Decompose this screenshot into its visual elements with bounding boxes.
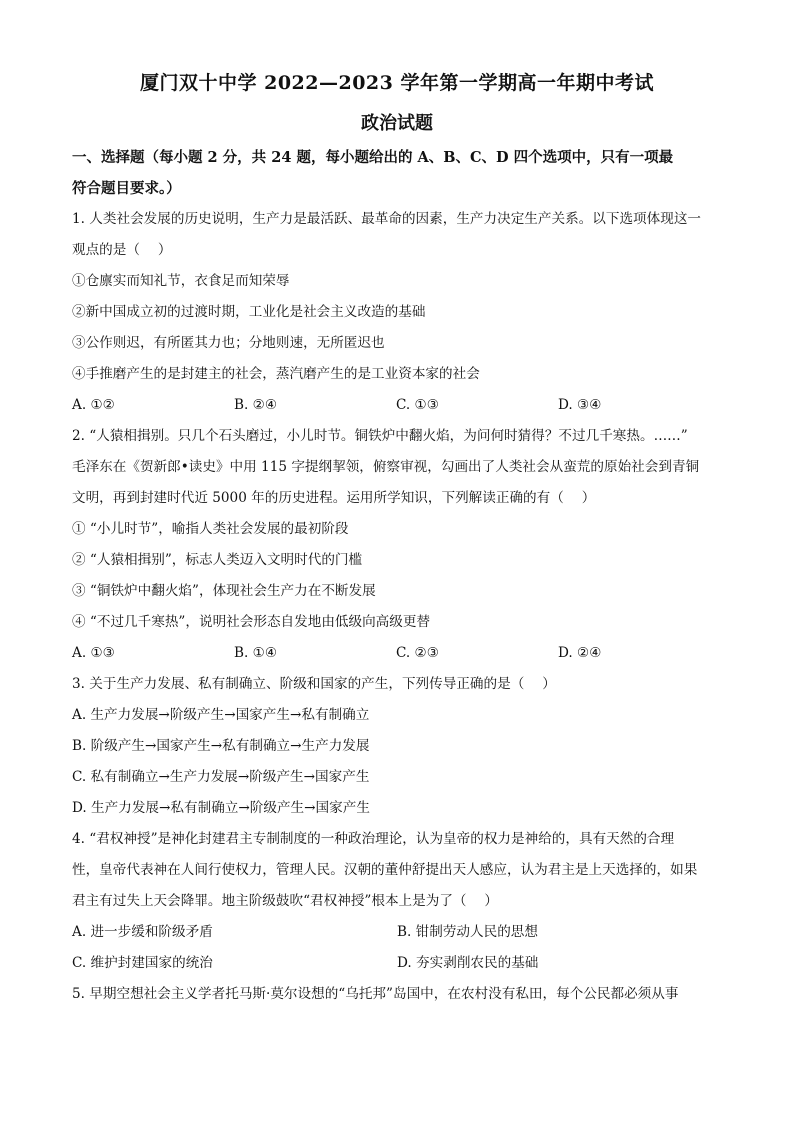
question-stem-line: 2. “人猿相揖别。只几个石头磨过，小儿时节。铜铁炉中翻火焰，为问何时猜得？不过几千寒热。……” — [72, 428, 688, 444]
question-stem-line: 君主有过失上天会降罪。地主阶级鼓吹“君权神授”根本上是为了（ ） — [72, 893, 499, 909]
option-b: B. ①④ — [234, 645, 278, 661]
exam-subtitle: 政治试题 — [361, 113, 433, 134]
section-heading-line-1: 一、选择题（每小题 2 分，共 24 题，每小题给出的 A、B、C、D 四个选项中，只有一项最 — [72, 149, 674, 166]
option-d: D. ②④ — [558, 645, 602, 661]
question-stem-line: 1. 人类社会发展的历史说明，生产力是最活跃、最革命的因素，生产力决定生产关系。以下选项体现这一 — [72, 211, 702, 227]
question-item: ③公作则迟，有所匿其力也；分地则速，无所匿迟也 — [72, 335, 385, 351]
question-4 — [72, 824, 722, 979]
question-item: ②新中国成立初的过渡时期，工业化是社会主义改造的基础 — [72, 304, 426, 320]
option-b: B. 钳制劳动人民的思想 — [397, 924, 538, 940]
question-1 — [72, 204, 722, 421]
answer-options — [72, 390, 722, 421]
option-a: A. ①② — [72, 397, 115, 413]
question-stem-line: 性，皇帝代表神在人间行使权力，管理人民。汉朝的董仲舒提出天人感应，认为君主是上天选择的，如果 — [72, 862, 698, 878]
question-item: ④ “不过几千寒热”，说明社会形态自发地由低级向高级更替 — [72, 614, 431, 630]
question-3 — [72, 669, 722, 824]
question-stem-line: 5. 早期空想社会主义学者托马斯·莫尔设想的“乌托邦”岛国中，在农村没有私田，每个公民都必须从事 — [72, 986, 679, 1002]
question-5 — [72, 979, 722, 1010]
question-item: ④手推磨产生的是封建主的社会，蒸汽磨产生的是工业资本家的社会 — [72, 366, 480, 382]
question-stem-line: 文明，再到封建时代近 5000 年的历史进程。运用所学知识，下列解读正确的有（ ） — [72, 490, 596, 506]
question-item: ①仓廪实而知礼节，衣食足而知荣辱 — [72, 273, 290, 289]
question-stem-line: 3. 关于生产力发展、私有制确立、阶级和国家的产生，下列传导正确的是（ ） — [72, 676, 556, 692]
option-c: C. 维护封建国家的统治 — [72, 955, 213, 971]
answer-options — [72, 638, 722, 669]
option-c: C. 私有制确立→生产力发展→阶级产生→国家产生 — [72, 769, 370, 785]
option-a: A. 进一步缓和阶级矛盾 — [72, 924, 213, 940]
answer-options — [72, 917, 722, 979]
question-stem-line: 观点的是（ ） — [72, 242, 172, 258]
option-c: C. ①③ — [396, 397, 439, 413]
question-item: ③ “铜铁炉中翻火焰”，体现社会生产力在不断发展 — [72, 583, 376, 599]
option-d: D. 夯实剥削农民的基础 — [397, 955, 539, 971]
option-c: C. ②③ — [396, 645, 439, 661]
option-b: B. ②④ — [234, 397, 278, 413]
option-a: A. 生产力发展→阶级产生→国家产生→私有制确立 — [72, 707, 370, 723]
exam-page — [72, 66, 722, 1010]
option-d: D. 生产力发展→私有制确立→阶级产生→国家产生 — [72, 800, 370, 816]
question-stem-line: 4. “君权神授”是神化封建君主专制制度的一种政治理论，认为皇帝的权力是神给的，具有天然的合理 — [72, 831, 675, 847]
option-d: D. ③④ — [558, 397, 602, 413]
exam-title: 厦门双十中学 2022—2023 学年第一学期高一年期中考试 — [140, 72, 654, 94]
question-item: ② “人猿相揖别”，标志人类迈入文明时代的门槛 — [72, 552, 363, 568]
question-stem-line: 毛泽东在《贺新郎•读史》中用 115 字提纲挈领，俯察审视，勾画出了人类社会从蛮荒的原始社会到青铜 — [72, 459, 700, 475]
option-b: B. 阶级产生→国家产生→私有制确立→生产力发展 — [72, 738, 370, 754]
section-heading-line-2: 符合题目要求。） — [72, 180, 181, 197]
question-item: ① “小儿时节”，喻指人类社会发展的最初阶段 — [72, 521, 349, 537]
question-2 — [72, 421, 722, 669]
option-a: A. ①③ — [72, 645, 115, 661]
